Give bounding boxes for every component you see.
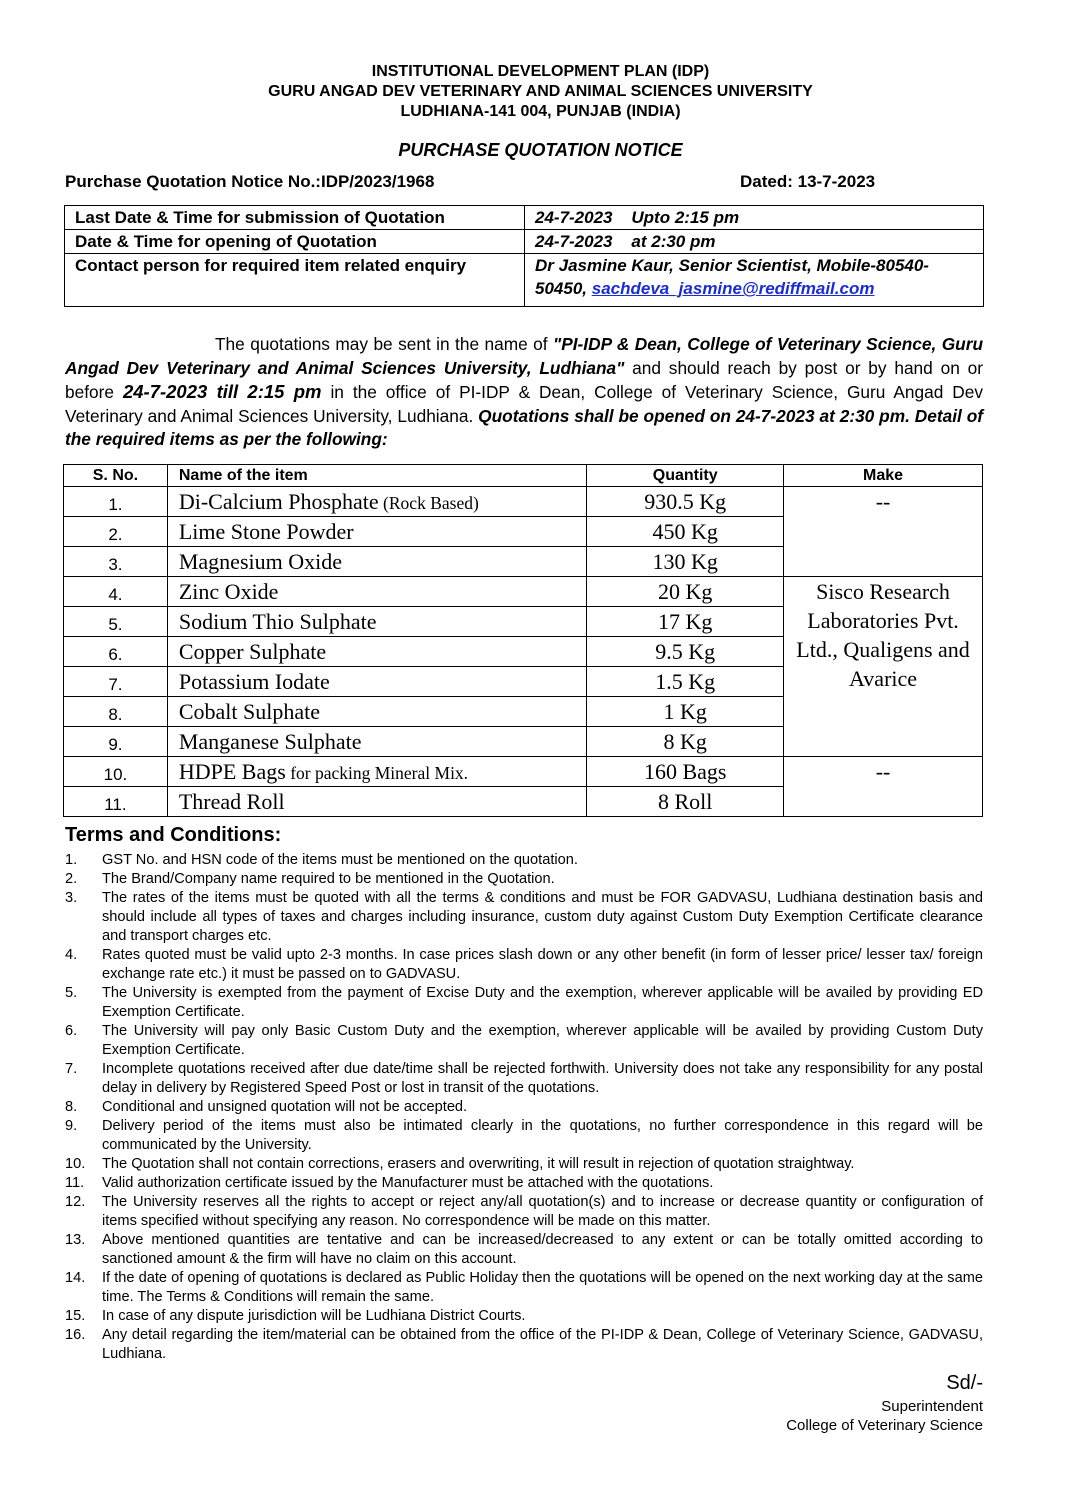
para-opening: Quotations shall be opened on 24-7-2023 at 2:30 pm. Detail of the required items as per the following:	[65, 405, 984, 449]
para-text-1: The quotations may be sent in the name of	[215, 334, 554, 354]
row-quantity: 17 Kg	[587, 607, 784, 637]
term-number: 6.	[65, 1023, 78, 1039]
header-make: Make	[784, 465, 983, 487]
submission-value: 24-7-2023 Upto 2:15 pm	[525, 206, 984, 230]
term-item	[65, 889, 983, 946]
header-line-2: GURU ANGAD DEV VETERINARY AND ANIMAL SCIENCES UNIVERSITY	[268, 83, 813, 100]
para-text-2: and should reach by post or by hand on or before	[65, 357, 983, 402]
term-text: If the date of opening of quotations is declared as Public Holiday then the quotations will be opened on the next working day at the same time. The Terms & Conditions will remain the same.	[102, 1270, 983, 1305]
term-number: 14.	[65, 1270, 86, 1286]
row-quantity: 160 Bags	[587, 757, 784, 787]
term-item	[65, 851, 983, 870]
row-sno: 7.	[64, 667, 168, 697]
row-item-name: Manganese Sulphate	[167, 727, 586, 757]
term-number: 10.	[65, 1156, 86, 1172]
submission-row	[65, 206, 984, 230]
term-text: Conditional and unsigned quotation will not be accepted.	[102, 1099, 468, 1115]
term-number: 5.	[65, 985, 78, 1001]
term-number: 9.	[65, 1118, 78, 1134]
row-item-name: Potassium Iodate	[167, 667, 586, 697]
row-item-name: Lime Stone Powder	[167, 517, 586, 547]
row-sno: 4.	[64, 577, 168, 607]
row-sno: 3.	[64, 547, 168, 577]
signatory-office: College of Veterinary Science	[786, 1417, 983, 1434]
row-quantity: 930.5 Kg	[587, 487, 784, 517]
term-item	[65, 1117, 983, 1155]
term-text: The Quotation shall not contain corrections, erasers and overwriting, it will result in rejection of quotation straightway.	[102, 1156, 855, 1172]
schedule-table	[64, 205, 984, 307]
term-text: Any detail regarding the item/material can be obtained from the office of the PI-IDP & Dean, College of Veterinary Science, GADVASU, Ludhiana.	[102, 1327, 983, 1362]
term-item	[65, 1155, 983, 1174]
contact-text: Dr Jasmine Kaur, Senior Scientist, Mobile-80540-50450,	[535, 256, 929, 298]
term-text: Delivery period of the items must also be intimated clearly in the quotations, no further correspondence in this regard will be communicated by the University.	[102, 1118, 983, 1153]
row-sno: 2.	[64, 517, 168, 547]
terms-heading: Terms and Conditions:	[65, 824, 282, 846]
term-number: 4.	[65, 947, 78, 963]
item-name: HDPE Bags	[178, 758, 286, 784]
term-number: 12.	[65, 1194, 86, 1210]
row-item-name: Copper Sulphate	[167, 637, 586, 667]
contact-value	[525, 254, 984, 307]
term-item	[65, 1269, 983, 1307]
item-name: Di-Calcium Phosphate	[178, 488, 379, 514]
para-deadline: 24-7-2023 till 2:15 pm	[122, 381, 322, 402]
term-item	[65, 1307, 983, 1326]
row-quantity: 8 Roll	[587, 787, 784, 817]
item-note: for packing Mineral Mix.	[285, 762, 469, 783]
term-number: 16.	[65, 1327, 86, 1343]
notice-date: Dated: 13-7-2023	[740, 172, 876, 191]
term-item	[65, 1098, 983, 1117]
items-table	[63, 464, 983, 817]
table-row	[64, 487, 983, 517]
header-quantity: Quantity	[587, 465, 784, 487]
opening-label: Date & Time for opening of Quotation	[65, 230, 525, 254]
row-quantity: 9.5 Kg	[587, 637, 784, 667]
term-text: Valid authorization certificate issued by the Manufacturer must be attached with the quotations.	[102, 1175, 714, 1191]
instructions-paragraph	[65, 333, 983, 452]
term-text: The University will pay only Basic Custom Duty and the exemption, wherever applicable will be availed by providing Custom Duty Exemption Certificate.	[102, 1023, 983, 1058]
term-number: 2.	[65, 871, 78, 887]
term-text: In case of any dispute jurisdiction will be Ludhiana District Courts.	[102, 1308, 526, 1324]
row-item-name: Magnesium Oxide	[167, 547, 586, 577]
row-quantity: 8 Kg	[587, 727, 784, 757]
row-quantity: 1 Kg	[587, 697, 784, 727]
row-item-name	[167, 487, 586, 517]
table-row	[64, 757, 983, 787]
row-make: --	[784, 487, 983, 577]
row-item-name	[167, 757, 586, 787]
term-text: Rates quoted must be valid upto 2-3 months. In case prices slash down or any other benefit (in form of lesser price/ lesser tax/ foreign exchange rate etc.) it must be passed on to GADVASU.	[102, 947, 983, 982]
term-item	[65, 1060, 983, 1098]
term-number: 7.	[65, 1061, 78, 1077]
term-item	[65, 1022, 983, 1060]
row-quantity: 1.5 Kg	[587, 667, 784, 697]
term-text: Incomplete quotations received after due date/time shall be rejected forthwith. University does not take any responsibility for any postal delay in delivery by Registered Speed Post or lost in transit of the quotations.	[102, 1061, 983, 1096]
term-text: The Brand/Company name required to be mentioned in the Quotation.	[102, 871, 555, 887]
header-line-3: LUDHIANA-141 004, PUNJAB (INDIA)	[400, 103, 681, 120]
row-item-name: Cobalt Sulphate	[167, 697, 586, 727]
term-item	[65, 870, 983, 889]
term-item	[65, 946, 983, 984]
term-item	[65, 1326, 983, 1364]
notice-title: PURCHASE QUOTATION NOTICE	[398, 140, 683, 160]
row-quantity: 20 Kg	[587, 577, 784, 607]
row-sno: 10.	[64, 757, 168, 787]
term-number: 15.	[65, 1308, 86, 1324]
header-line-1: INSTITUTIONAL DEVELOPMENT PLAN (IDP)	[371, 63, 710, 80]
row-quantity: 130 Kg	[587, 547, 784, 577]
contact-row	[65, 254, 984, 307]
contact-email-link[interactable]: sachdeva_jasmine@rediffmail.com	[591, 279, 875, 298]
submission-label: Last Date & Time for submission of Quotation	[65, 206, 525, 230]
opening-row	[65, 230, 984, 254]
term-item	[65, 984, 983, 1022]
table-row	[64, 577, 983, 607]
term-number: 1.	[65, 852, 78, 868]
row-item-name: Sodium Thio Sulphate	[167, 607, 586, 637]
para-text-3: in the office of PI-IDP & Dean, College of Veterinary Science, Guru Angad Dev Veterinary and Animal Sciences University, Ludhiana.	[65, 382, 984, 426]
row-sno: 11.	[64, 787, 168, 817]
term-text: The University reserves all the rights to accept or reject any/all quotation(s) and to increase or decrease quantity or configuration of items specified without specifying any reason. No correspondence will be made on this matter.	[102, 1194, 983, 1229]
row-item-name: Thread Roll	[167, 787, 586, 817]
row-make: Sisco Research Laboratories Pvt. Ltd., Qualigens and Avarice	[784, 577, 983, 757]
header-item-name: Name of the item	[167, 465, 586, 487]
term-item	[65, 1174, 983, 1193]
term-number: 13.	[65, 1232, 86, 1248]
signature-sd: Sd/-	[946, 1372, 983, 1394]
para-addressee: "PI-IDP & Dean, College of Veterinary Science, Guru Angad Dev Veterinary and Animal Sciences University, Ludhiana"	[65, 334, 984, 378]
row-sno: 5.	[64, 607, 168, 637]
term-number: 3.	[65, 890, 78, 906]
signatory-designation: Superintendent	[881, 1398, 983, 1415]
notice-number: Purchase Quotation Notice No.:IDP/2023/1968	[65, 172, 435, 191]
term-text: The rates of the items must be quoted with all the terms & conditions and must be FOR GADVASU, Ludhiana destination basis and should include all types of taxes and charges including insurance, custom duty against Custom Duty Exemption Certificate clearance and transport charges etc.	[102, 890, 983, 944]
items-header-row	[64, 465, 983, 487]
row-sno: 6.	[64, 637, 168, 667]
row-sno: 9.	[64, 727, 168, 757]
term-text: The University is exempted from the payment of Excise Duty and the exemption, wherever applicable will be availed by providing ED Exemption Certificate.	[102, 985, 983, 1020]
term-item	[65, 1193, 983, 1231]
terms-list	[65, 851, 983, 1364]
term-text: Above mentioned quantities are tentative and can be increased/decreased to any extent or can be totally omitted according to sanctioned amount & the firm will have no claim on this account.	[102, 1232, 983, 1267]
contact-label: Contact person for required item related enquiry	[65, 254, 525, 307]
row-quantity: 450 Kg	[587, 517, 784, 547]
row-sno: 8.	[64, 697, 168, 727]
item-note: (Rock Based)	[378, 492, 479, 513]
opening-value: 24-7-2023 at 2:30 pm	[525, 230, 984, 254]
row-item-name: Zinc Oxide	[167, 577, 586, 607]
header-sno: S. No.	[64, 465, 168, 487]
term-number: 8.	[65, 1099, 78, 1115]
term-number: 11.	[65, 1175, 85, 1191]
row-make: --	[784, 757, 983, 817]
term-item	[65, 1231, 983, 1269]
term-text: GST No. and HSN code of the items must be mentioned on the quotation.	[102, 852, 578, 868]
row-sno: 1.	[64, 487, 168, 517]
